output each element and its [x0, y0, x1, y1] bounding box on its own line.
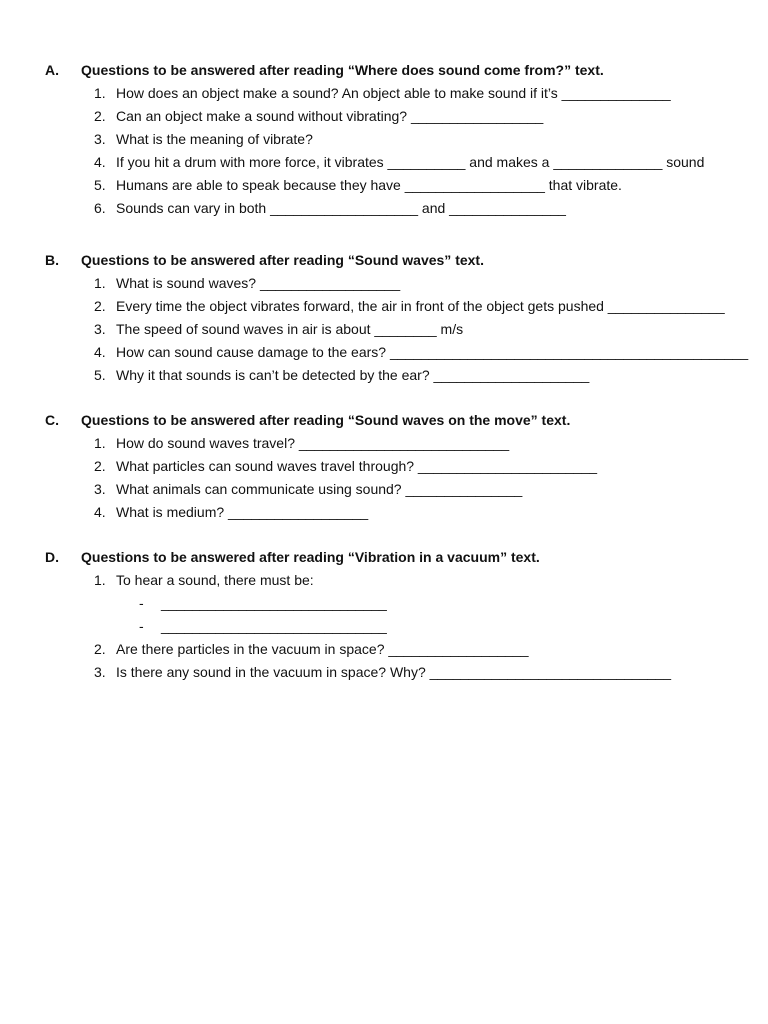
- answer-blank-line: [0, 592, 768, 615]
- section-title: Questions to be answered after reading “Sound waves” text.: [81, 252, 484, 268]
- section-heading: [0, 251, 768, 269]
- question-text: What animals can communicate using sound? _______________: [116, 481, 523, 497]
- question-number: 1.: [94, 572, 106, 588]
- answer-blank: _____________________________: [161, 618, 387, 634]
- question-text: Why it that sounds is can’t be detected by the ear? ____________________: [116, 367, 590, 383]
- question-list: [0, 272, 768, 387]
- question-text: Can an object make a sound without vibrating? _________________: [116, 108, 544, 124]
- question-text: How do sound waves travel? ___________________________: [116, 435, 510, 451]
- question-text: To hear a sound, there must be:: [116, 572, 314, 588]
- question-text: What is medium? __________________: [116, 504, 369, 520]
- section-letter: B.: [45, 252, 59, 268]
- question-number: 1.: [94, 275, 106, 291]
- question-list: [0, 432, 768, 524]
- question-text: The speed of sound waves in air is about ________ m/s: [116, 321, 464, 337]
- question-number: 4.: [94, 154, 106, 170]
- question-text: Are there particles in the vacuum in space? __________________: [116, 641, 529, 657]
- question-number: 3.: [94, 481, 106, 497]
- question-number: 3.: [94, 664, 106, 680]
- question-list: [0, 82, 768, 220]
- answer-blank: _____________________________: [161, 595, 387, 611]
- question-number: 6.: [94, 200, 106, 216]
- question-number: 1.: [94, 85, 106, 101]
- question-text: How does an object make a sound? An object able to make sound if it’s ______________: [116, 85, 671, 101]
- question-item: [0, 197, 768, 220]
- section-letter: A.: [45, 62, 59, 78]
- question-item: [0, 272, 768, 295]
- section-a: [0, 61, 768, 220]
- question-number: 4.: [94, 344, 106, 360]
- question-number: 2.: [94, 458, 106, 474]
- question-item: [0, 82, 768, 105]
- question-item: [0, 318, 768, 341]
- section-d: [0, 548, 768, 684]
- question-item: [0, 638, 768, 661]
- question-item: [0, 432, 768, 455]
- question-list: [0, 569, 768, 684]
- question-text: How can sound cause damage to the ears? ______________________________________________: [116, 344, 749, 360]
- section-letter: C.: [45, 412, 59, 428]
- section-heading: [0, 548, 768, 566]
- section-b: [0, 251, 768, 387]
- question-text: If you hit a drum with more force, it vibrates __________ and makes a ______________ sound: [116, 154, 705, 170]
- question-item: [0, 295, 768, 318]
- section-c: [0, 411, 768, 524]
- question-number: 5.: [94, 367, 106, 383]
- question-number: 3.: [94, 131, 106, 147]
- question-number: 5.: [94, 177, 106, 193]
- question-text: Sounds can vary in both ___________________ and _______________: [116, 200, 566, 216]
- section-heading: [0, 411, 768, 429]
- question-number: 4.: [94, 504, 106, 520]
- question-item: [0, 151, 768, 174]
- section-letter: D.: [45, 549, 59, 565]
- section-title: Questions to be answered after reading “Vibration in a vacuum” text.: [81, 549, 540, 565]
- section-title: Questions to be answered after reading “Sound waves on the move” text.: [81, 412, 571, 428]
- question-item: [0, 455, 768, 478]
- question-number: 2.: [94, 108, 106, 124]
- question-text: Every time the object vibrates forward, the air in front of the object gets pushed _______________: [116, 298, 725, 314]
- question-text: Humans are able to speak because they have __________________ that vibrate.: [116, 177, 622, 193]
- question-item: [0, 501, 768, 524]
- answer-blank-line: [0, 615, 768, 638]
- question-item: [0, 128, 768, 151]
- question-number: 1.: [94, 435, 106, 451]
- bullet-dash: -: [139, 618, 144, 634]
- question-text: What is the meaning of vibrate?: [116, 131, 313, 147]
- question-item: [0, 341, 768, 364]
- question-text: What particles can sound waves travel through? _______________________: [116, 458, 598, 474]
- question-item: [0, 478, 768, 501]
- question-number: 2.: [94, 298, 106, 314]
- question-number: 3.: [94, 321, 106, 337]
- question-item: [0, 174, 768, 197]
- question-item: [0, 569, 768, 592]
- bullet-dash: -: [139, 595, 144, 611]
- question-number: 2.: [94, 641, 106, 657]
- question-item: [0, 661, 768, 684]
- section-heading: [0, 61, 768, 79]
- section-title: Questions to be answered after reading “Where does sound come from?” text.: [81, 62, 604, 78]
- question-text: Is there any sound in the vacuum in space? Why? _______________________________: [116, 664, 671, 680]
- question-item: [0, 364, 768, 387]
- question-item: [0, 105, 768, 128]
- question-text: What is sound waves? __________________: [116, 275, 401, 291]
